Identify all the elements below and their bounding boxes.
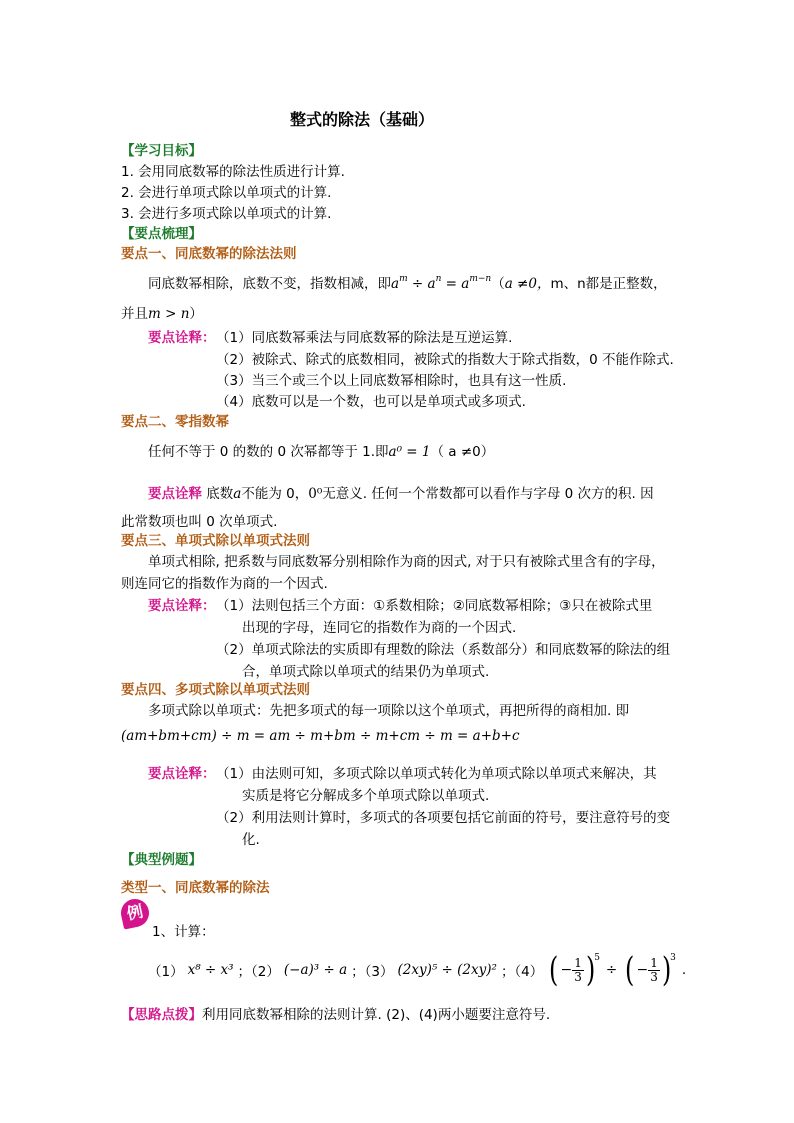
problem-4: ( − $\frac{1}{3}$ ) 5 ÷ ( − $\frac{1}{3}$ ) 3 . — [549, 950, 687, 990]
point-4-heading: 要点四、多项式除以单项式法则 — [121, 682, 310, 698]
point-4-rule: 多项式除以单项式：先把多项式的每一项除以这个单项式，再把所得的商相加. 即 — [148, 703, 630, 719]
hint — [121, 1003, 550, 1023]
examples-header: 【典型例题】 — [121, 852, 202, 868]
point-4-note-label: 要点诠释： — [148, 766, 216, 782]
problem-2: (−a)³ ÷ a — [283, 962, 348, 978]
point-2-heading: 要点二、零指数幂 — [121, 414, 229, 430]
problem-1: x⁸ ÷ x³ — [187, 962, 234, 978]
point-3-heading: 要点三、单项式除以单项式法则 — [121, 533, 310, 549]
point-3-rule: 单项式相除, 把系数与同底数幂分别相除作为商的因式, 对于只有被除式里含有的字母， — [148, 554, 665, 570]
page-title: 整式的除法（基础） — [290, 110, 435, 129]
point-1-note: （2）被除式、除式的底数相同，被除式的指数大于除式指数，0 不能作除式. — [216, 352, 674, 368]
example-1-prompt: 1、计算： — [152, 924, 215, 940]
point-1-note-label: 要点诠释： — [148, 330, 216, 346]
point-2-note: 要点诠释 底数a不能为 0，0⁰无意义. 任何一个常数都可以看作与字母 0 次方的积. 因 — [148, 486, 654, 502]
problem-3: (2xy)⁵ ÷ (2xy)² — [397, 962, 497, 978]
point-1-rule: 同底数幂相除，底数不变，指数相减，即$a^m \div a^n = a^{m-n}(a \ne 0$，m、n都是正整数， — [148, 274, 667, 292]
objective-item: 3. 会进行多项式除以单项式的计算. — [121, 206, 332, 222]
power-division-formula: $a^m \div a^n = a^{m-n}$ — [391, 274, 492, 292]
point-3-note: （1）法则包括三个方面：①系数相除；②同底数幂相除；③只在被除式里 — [216, 598, 653, 614]
point-3-rule-cont: 则连同它的指数作为商的一个因式. — [121, 576, 328, 592]
point-3-note-label: 要点诠释： — [148, 598, 216, 614]
key-points-header: 【要点梳理】 — [121, 226, 202, 242]
point-1-note: （3）当三个或三个以上同底数幂相除时，也具有这一性质. — [216, 373, 567, 389]
point-1-heading: 要点一、同底数幂的除法法则 — [121, 246, 297, 262]
point-2-note-cont: 此常数项也叫 0 次单项式. — [121, 514, 278, 530]
objective-item: 1. 会用同底数幂的除法性质进行计算. — [121, 164, 345, 180]
example-1-problems: （1） x⁸ ÷ x³ ；（2） (−a)³ ÷ a ；（3） (2xy)⁵ ÷ (2xy)² ；（4） ( − $\frac{1}{3}$ ) 5 ÷ ( − $\frac{1}{3}$ ) 3 . — [148, 950, 687, 990]
objectives-header: 【学习目标】 — [121, 143, 202, 159]
point-1-rule-cont: 并且m > n） — [121, 306, 203, 322]
point-3-note: （2）单项式除法的实质即有理数的除法（系数部分）和同底数幂的除法的组 — [216, 642, 671, 658]
point-4-note: 实质是将它分解成多个单项式除以单项式. — [242, 788, 490, 804]
hint-label: 【思路点拨】 — [121, 1007, 202, 1023]
point-1-note: （4）底数可以是一个数，也可以是单项式或多项式. — [216, 394, 526, 410]
objective-item: 2. 会进行单项式除以单项式的计算. — [121, 185, 332, 201]
point-4-note: （1）由法则可知，多项式除以单项式转化为单项式除以单项式来解决，其 — [216, 766, 657, 782]
type-1-heading: 类型一、同底数幂的除法 — [121, 880, 270, 896]
example-badge: 例 — [118, 896, 151, 929]
point-2-rule: 任何不等于 0 的数的 0 次幂都等于 1.即a⁰ = 1（ a ≠0） — [148, 444, 495, 460]
zero-exponent-formula: a⁰ = 1 — [388, 444, 431, 460]
point-1-note: （1）同底数幂乘法与同底数幂的除法是互逆运算. — [216, 330, 513, 346]
point-4-note: （2）利用法则计算时，多项式的各项要包括它前面的符号，要注意符号的变 — [216, 810, 671, 826]
point-2-note-label: 要点诠释 — [148, 486, 202, 502]
point-3-note: 出现的字母，连同它的指数作为商的一个因式. — [242, 620, 517, 636]
hint-text: 利用同底数幂相除的法则计算. (2)、(4)两小题要注意符号. — [202, 1007, 551, 1023]
polynomial-division-formula: (am+bm+cm) ÷ m = am ÷ m+bm ÷ m+cm ÷ m = a+b+c — [121, 728, 520, 744]
point-3-note: 合，单项式除以单项式的结果仍为单项式. — [242, 664, 490, 680]
point-4-note: 化. — [242, 832, 260, 848]
